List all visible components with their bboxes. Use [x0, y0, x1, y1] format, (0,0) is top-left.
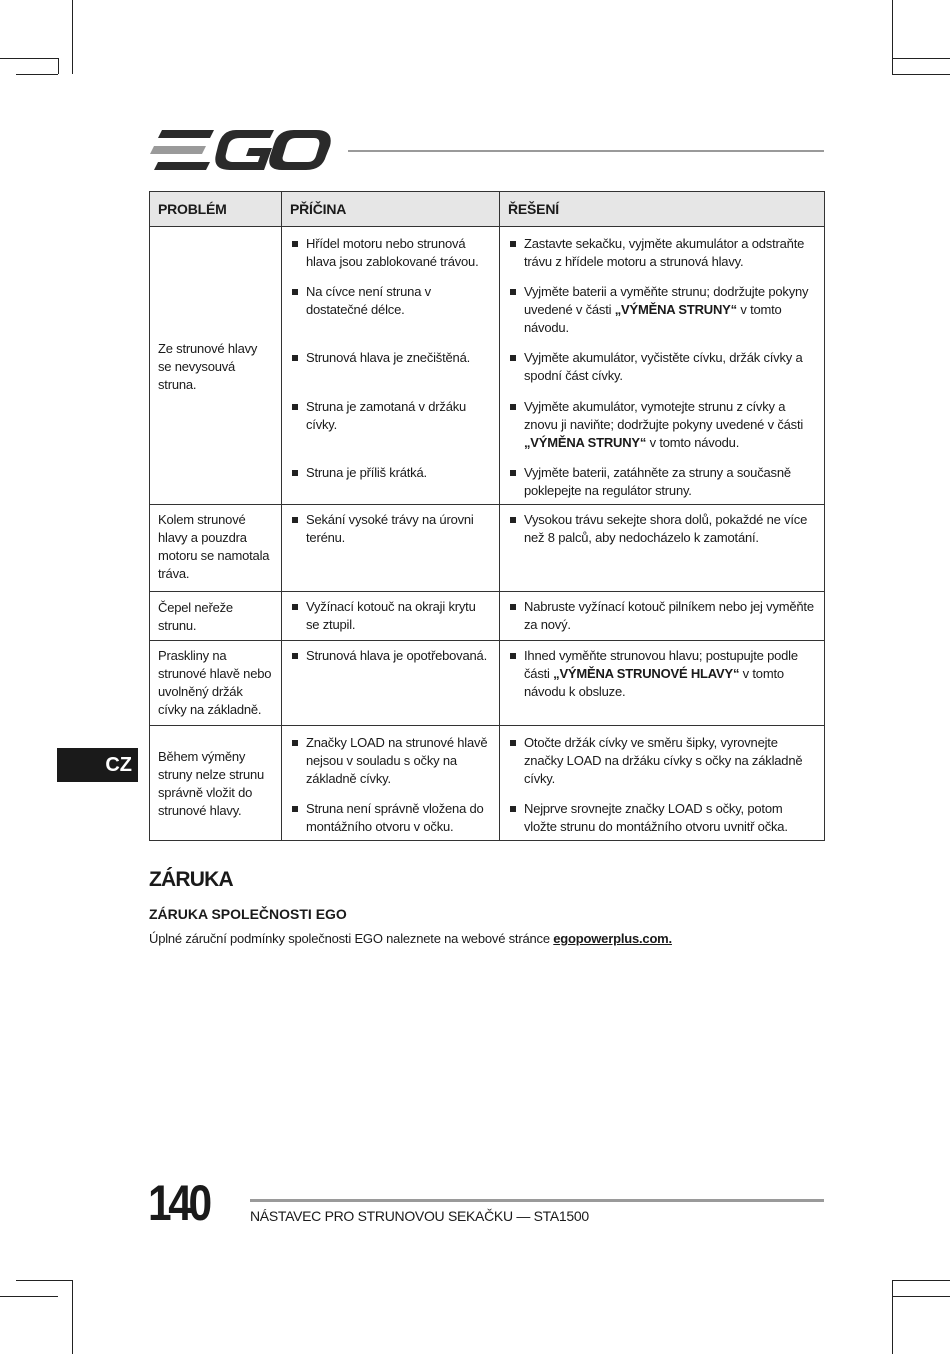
crop-mark — [892, 0, 893, 74]
table-row — [150, 505, 825, 592]
cause-item: Struna není správně vložena do montážního otvoru v očku. — [290, 800, 491, 836]
problem-cell: Praskliny na strunové hlavě nebo uvolněný držák cívky na základně. — [150, 641, 282, 726]
cause-item: Sekání vysoké trávy na úrovni terénu. — [290, 511, 491, 547]
cause-item: Vyžínací kotouč na okraji krytu se ztupil. — [290, 598, 491, 634]
table-header-row — [150, 192, 825, 227]
problem-cell: Během výměny struny nelze strunu správně vložit do strunové hlavy. — [150, 726, 282, 841]
crop-mark — [892, 58, 950, 59]
cause-item: Strunová hlava je znečištěná. — [290, 349, 491, 398]
solution-cell — [500, 726, 825, 841]
cause-item: Struna je příliš krátká. — [290, 464, 491, 500]
crop-mark — [892, 1280, 950, 1281]
cause-cell — [282, 592, 500, 641]
table-row — [150, 592, 825, 641]
solution-cell — [500, 641, 825, 726]
crop-mark — [892, 1296, 950, 1297]
solution-item: Nejprve srovnejte značky LOAD s očky, potom vložte strunu do montážního otvoru uvnitř očka. — [508, 800, 816, 836]
cause-cell — [282, 227, 500, 505]
ego-logo — [148, 128, 332, 172]
cause-cell — [282, 726, 500, 841]
crop-mark — [72, 1280, 73, 1354]
language-tab: CZ — [57, 748, 138, 782]
warranty-link[interactable]: egopowerplus.com. — [553, 931, 672, 946]
table-row — [150, 726, 825, 841]
table-row — [150, 641, 825, 726]
page-number: 140 — [148, 1175, 209, 1231]
warranty-text — [149, 931, 672, 946]
solution-cell — [500, 505, 825, 592]
cause-item: Značky LOAD na strunové hlavě nejsou v souladu s očky na základně cívky. — [290, 734, 491, 800]
cause-item: Hřídel motoru nebo strunová hlava jsou zablokované trávou. — [290, 235, 491, 283]
solution-cell — [500, 592, 825, 641]
solution-item: Vyjměte baterii a vyměňte strunu; dodržujte pokyny uvedené v části „VÝMĚNA STRUNY“ v tomto návodu. — [508, 283, 816, 349]
solution-item: Vyjměte akumulátor, vyčistěte cívku, držák cívky a spodní část cívky. — [508, 349, 816, 398]
solution-item: Nabruste vyžínací kotouč pilníkem nebo jej vyměňte za nový. — [508, 598, 816, 634]
cause-item: Na cívce není struna v dostatečné délce. — [290, 283, 491, 349]
warranty-title: ZÁRUKA — [149, 868, 233, 891]
warranty-subtitle: ZÁRUKA SPOLEČNOSTI EGO — [149, 906, 347, 922]
header-rule — [348, 150, 824, 152]
solution-item: Zastavte sekačku, vyjměte akumulátor a odstraňte trávu z hřídele motoru a strunová hlavy. — [508, 235, 816, 283]
crop-mark — [892, 1280, 893, 1354]
solution-cell — [500, 227, 825, 505]
crop-mark — [16, 74, 58, 75]
cause-cell — [282, 505, 500, 592]
footer-rule — [250, 1199, 824, 1202]
cause-cell — [282, 641, 500, 726]
solution-item: Otočte držák cívky ve směru šipky, vyrovnejte značky LOAD na držáku cívky s očky na základně cívky. — [508, 734, 816, 800]
crop-mark — [0, 1296, 58, 1297]
solution-item: Vyjměte akumulátor, vymotejte strunu z cívky a znovu ji naviňte; dodržujte pokyny uvedené v části „VÝMĚNA STRUNY“ v tomto návodu. — [508, 398, 816, 464]
crop-mark — [58, 58, 59, 74]
column-header-cause: PŘÍČINA — [282, 192, 500, 227]
crop-mark — [16, 1280, 72, 1281]
column-header-problem: PROBLÉM — [150, 192, 282, 227]
cause-item: Struna je zamotaná v držáku cívky. — [290, 398, 491, 464]
problem-cell: Kolem strunové hlavy a pouzdra motoru se namotala tráva. — [150, 505, 282, 592]
problem-cell: Čepel neřeže strunu. — [150, 592, 282, 641]
table-row — [150, 227, 825, 505]
crop-mark — [0, 58, 58, 59]
problem-cell: Ze strunové hlavy se nevysouvá struna. — [150, 227, 282, 505]
solution-item: Ihned vyměňte strunovou hlavu; postupujte podle části „VÝMĚNA STRUNOVÉ HLAVY“ v tomto návodu k obsluze. — [508, 647, 816, 701]
column-header-solution: ŘEŠENÍ — [500, 192, 825, 227]
solution-item: Vysokou trávu sekejte shora dolů, pokaždé ne více než 8 palců, aby nedocházelo k zamotání. — [508, 511, 816, 547]
footer-title: NÁSTAVEC PRO STRUNOVOU SEKAČKU — STA1500 — [250, 1208, 589, 1224]
solution-item: Vyjměte baterii, zatáhněte za struny a současně poklepejte na regulátor struny. — [508, 464, 816, 500]
crop-mark — [892, 74, 950, 75]
warranty-text-body: Úplné záruční podmínky společnosti EGO naleznete na webové stránce — [149, 931, 554, 946]
crop-mark — [72, 0, 73, 74]
troubleshooting-table — [149, 191, 825, 841]
cause-item: Strunová hlava je opotřebovaná. — [290, 647, 491, 665]
